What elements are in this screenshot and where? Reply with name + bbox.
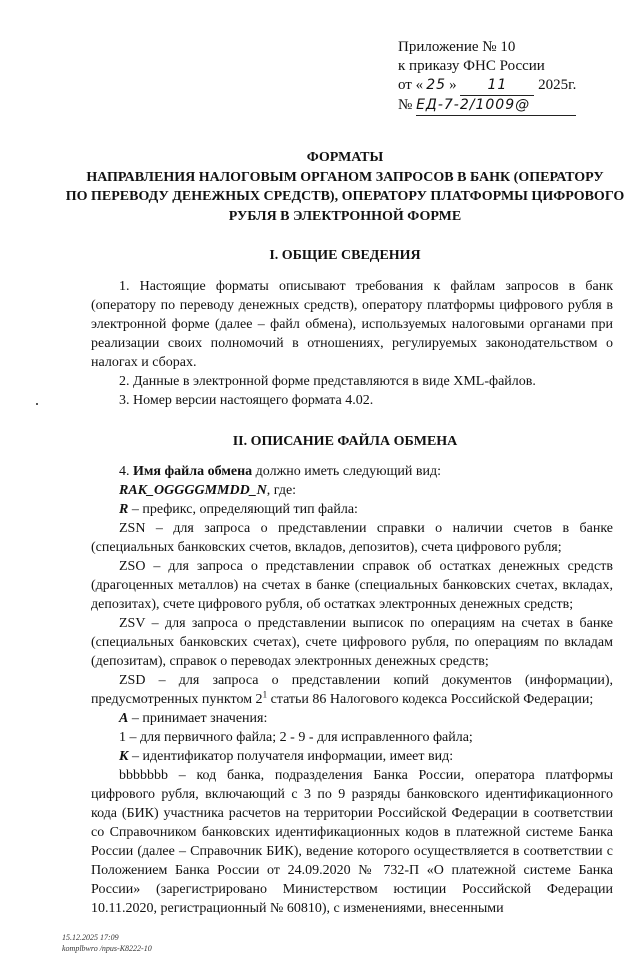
order-date [398,76,640,96]
date-month: 11 [460,76,534,96]
appendix-line: Приложение № 10 [398,39,516,55]
paragraph: ZSN – для запроса о представлении справки о наличии счетов в банке (специальных банковских счетов, вкладов, депозитов), счета цифрового рубля; [91,521,613,555]
date-day: 25 [426,77,447,93]
footer [62,932,640,954]
r-desc: – префикс, определяющий тип файла: [128,502,358,517]
appendix-stamp [398,38,640,116]
paragraph [91,481,613,500]
section-1-body [91,277,613,410]
number-value: ЕД-7-2/1009@ [416,96,576,116]
section-2-body [91,462,613,918]
paragraph [91,709,613,728]
paragraph [91,671,613,709]
scan-speck [36,403,38,405]
paragraph [91,747,613,766]
paragraph [91,462,613,481]
footer-path: komplbwro /npus-K8222-10 [62,944,152,953]
p4-num: 4. [119,464,133,479]
section-heading-1: I. ОБЩИЕ СВЕДЕНИЯ [269,248,421,263]
paragraph: ZSO – для запроса о представлении справок об остатках денежных средств (драгоценных металлов) на счетах в банке (специальных банковских счетах, вкладах, депозитах), счете цифрового рубля, об остатках электронных денежных средств; [91,559,613,612]
paragraph: 2. Данные в электронной форме представляются в виде XML-файлов. [119,374,536,389]
paragraph: 3. Номер версии настоящего формата 4.02. [119,393,374,408]
paragraph [91,500,613,519]
a-desc: – принимает значения: [128,711,268,726]
paragraph: ZSV – для запроса о представлении выписок по операциям на счетах в банке (специальных банковских счетах), счете цифрового рубля, по операциям по вкладам (депозитам), справок о переводах электронных денежных средств; [91,616,613,669]
paragraph: bbbbbbb – код банка, подразделения Банка России, оператора платформы цифрового рубля, включающий с 3 по 9 разряды банковского идентификационного кода (БИК) участника расчетов на территории Российской Федерации в соответствии со Справочником банковских идентификационных кодов в платежной системе Банка России (далее – Справочник БИК), ведение которого осуществляется в соответствии с Положением Банка России от 24.09.2020 № 732-П «О платежной системе Банка России» (зарегистрировано Министерством юстиции Российской Федерации 10.11.2020, регистрационный № 60810), с изменениями, внесенными [91,768,613,916]
k-term: К [119,749,129,764]
paragraph: 1 – для первичного файла; 2 - 9 - для исправленного файла; [119,730,473,745]
order-number [398,96,640,116]
p4-bold: Имя файла обмена [133,464,253,479]
number-prefix: № [398,97,413,113]
section-heading-2: II. ОПИСАНИЕ ФАЙЛА ОБМЕНА [232,434,458,449]
document-title [60,148,630,226]
order-line: к приказу ФНС России [398,58,545,74]
zsd-a: ZSD – для запроса о представлении копий документов (информации), предусмотренных пунктом 2 [91,673,613,707]
title-line: ПО ПЕРЕВОДУ ДЕНЕЖНЫХ СРЕДСТВ), ОПЕРАТОРУ ПЛАТФОРМЫ ЦИФРОВОГО [65,189,625,204]
date-prefix: от « [398,77,424,93]
k-desc: – идентификатор получателя информации, имеет вид: [128,749,454,764]
title-line: НАПРАВЛЕНИЯ НАЛОГОВЫМ ОРГАНОМ ЗАПРОСОВ В БАНК (ОПЕРАТОРУ [86,169,604,185]
title-line: РУБЛЯ В ЭЛЕКТРОННОЙ ФОРМЕ [228,208,462,224]
p4-rest: должно иметь следующий вид: [252,464,442,479]
date-year: 2025г. [538,77,577,93]
zsd-sup: 1 [262,689,268,700]
paragraph: 1. Настоящие форматы описывают требования к файлам запросов в банк (оператору по переводу денежных средств), оператору платформы цифрового рубля в электронной форме (далее – файл обмена), используемых налоговыми органами при реализации своих полномочий в отношениях, регулируемых законодательством о налогах и сборах. [91,279,613,370]
date-mid: » [449,77,457,93]
r-term: R [119,502,129,517]
footer-datetime: 15.12.2025 17:09 [62,933,119,942]
file-name-pattern: RAK_OGGGGMMDD_N [119,483,267,498]
zsd-b: статьи 86 Налогового кодекса Российской Федерации; [267,692,594,707]
a-term: А [119,711,129,726]
title-line: ФОРМАТЫ [306,150,384,165]
file-name-rest: , где: [266,483,297,498]
